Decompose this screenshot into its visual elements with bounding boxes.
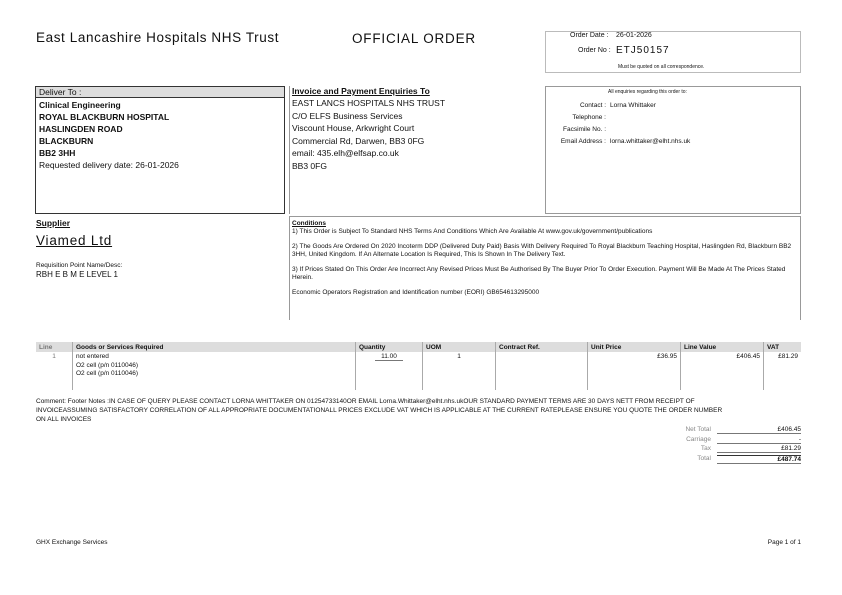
col-unit-price: Unit Price [588, 342, 681, 352]
deliver-to-heading: Deliver To : [36, 87, 284, 98]
tax-label: Tax [700, 445, 711, 452]
col-quantity: Quantity [356, 342, 423, 352]
order-lines-table [36, 342, 801, 390]
deliver-line: Clinical Engineering [39, 100, 121, 110]
order-info-box [545, 31, 801, 73]
email-label: Email Address : [560, 138, 606, 145]
eori-number: Economic Operators Registration and Identification number (EORI) GB654613295000 [292, 289, 540, 296]
cell-unit-price: £36.95 [588, 352, 681, 390]
invoice-line: Commercial Rd, Darwen, BB3 0FG [292, 135, 425, 146]
invoice-heading: Invoice and Payment Enquiries To [292, 86, 430, 96]
net-total-value: £406.45 [717, 426, 801, 434]
carriage-label: Carriage [686, 435, 711, 443]
totals-block [650, 426, 801, 464]
email-value: lorna.whittaker@elht.nhs.uk [610, 138, 691, 145]
col-line-value: Line Value [681, 342, 764, 352]
deliver-line: BLACKBURN [39, 136, 94, 146]
invoice-email: email: 435.elh@elfsap.co.uk [292, 148, 399, 158]
condition-item: 1) This Order is Subject To Standard NHS Terms And Conditions Which Are Available At www.gov.uk/government/publications [292, 228, 653, 235]
col-contract: Contract Ref. [496, 342, 588, 352]
table-header-row [36, 342, 801, 352]
cell-line-value: £406.45 [681, 352, 764, 390]
page-number: Page 1 of 1 [767, 539, 801, 546]
invoice-line: Viscount House, Arkwright Court [292, 123, 415, 133]
requisition-point-label: Requisition Point Name/Desc: [36, 262, 123, 269]
contact-label: Contact : [579, 102, 606, 109]
requested-delivery-date: Requested delivery date: 26-01-2026 [39, 160, 179, 170]
net-total-label: Net Total [685, 426, 711, 433]
contact-value: Lorna Whittaker [610, 102, 656, 109]
goods-line: O2 cell (p/n 0110046) [76, 361, 139, 369]
tax-value: £81.29 [717, 445, 801, 453]
document-title: OFFICIAL ORDER [352, 31, 476, 46]
order-date-label: Order Date : [570, 32, 609, 39]
organisation-name: East Lancashire Hospitals NHS Trust [36, 30, 280, 45]
total-label: Total [697, 454, 711, 462]
col-goods: Goods or Services Required [73, 342, 356, 352]
condition-item: 2) The Goods Are Ordered On 2020 Incoterm DDP (Delivered Duty Paid) Basis With Delivery Required To Royal Blackburn Teaching Hospital, Haslingden Rd, Blackburn BB2 3HH, United Kingdom. If An Alternate Location Is Required, This Is Shown In The Delivery Text. [292, 243, 792, 258]
goods-line: not entered [76, 353, 109, 360]
telephone-label: Telephone : [572, 114, 606, 121]
carriage-value: - [717, 436, 801, 444]
total-value: £487.74 [717, 455, 801, 464]
col-uom: UOM [423, 342, 496, 352]
quantity-value: 11.00 [375, 353, 403, 361]
supplier-name: Viamed Ltd [36, 233, 113, 248]
deliver-to-box [35, 86, 285, 214]
deliver-line: BB2 3HH [39, 148, 76, 158]
conditions-heading: Conditions [292, 220, 326, 227]
requisition-point-value: RBH E B M E LEVEL 1 [36, 270, 118, 279]
cell-goods [73, 352, 356, 390]
contact-note: All enquiries regarding this order to: [608, 89, 687, 95]
cell-line: 1 [52, 353, 56, 360]
deliver-line: HASLINGDEN ROAD [39, 124, 123, 134]
invoice-line: BB3 0FG [292, 160, 327, 171]
fax-label: Facsimile No. : [563, 126, 606, 133]
table-row [36, 352, 801, 390]
col-vat: VAT [764, 342, 802, 352]
contact-box [545, 86, 801, 214]
cell-vat: £81.29 [764, 352, 802, 390]
footer-comment: Comment: Footer Notes :IN CASE OF QUERY PLEASE CONTACT LORNA WHITTAKER ON 01254733140OR EMAIL Lorna.Whittaker@elht.nhs.ukOUR STANDARD PAYMENT TERMS ARE 30 DAYS NETT FROM RECEIPT OF INVOICEASSUMING SATISFACTORY CORRELATION OF ALL APPROPRIATE DOCUMENTATIONALL PRICES EXCLUDE VAT WHICH IS APPLICABLE AT THE CURRENT RATEPLEASE ENSURE YOU QUOTE THE ORDER NUMBER ON ALL INVOICES [36, 398, 723, 423]
order-no-label: Order No : [578, 47, 611, 54]
cell-contract [496, 352, 588, 390]
order-note: Must be quoted on all correspondence. [618, 64, 705, 70]
supplier-heading: Supplier [36, 218, 71, 228]
order-no-value: ETJ50157 [616, 45, 670, 56]
invoice-line: C/O ELFS Business Services [292, 110, 403, 121]
invoice-enquiries [289, 86, 545, 214]
footer-left: GHX Exchange Services [36, 539, 108, 546]
order-date-value: 26-01-2026 [616, 32, 652, 39]
cell-quantity [356, 352, 423, 390]
invoice-line: EAST LANCS HOSPITALS NHS TRUST [292, 98, 446, 108]
conditions-box [289, 216, 801, 320]
deliver-line: ROYAL BLACKBURN HOSPITAL [39, 112, 170, 122]
col-line: Line [36, 342, 73, 352]
goods-line: O2 cell (p/n 0110046) [76, 370, 139, 377]
condition-item: 3) If Prices Stated On This Order Are Incorrect Any Revised Prices Must Be Authorised By The Buyer Prior To Order Execution. Payment Will Be Made At The Prices Stated Herein. [292, 266, 786, 281]
cell-uom: 1 [423, 352, 496, 390]
